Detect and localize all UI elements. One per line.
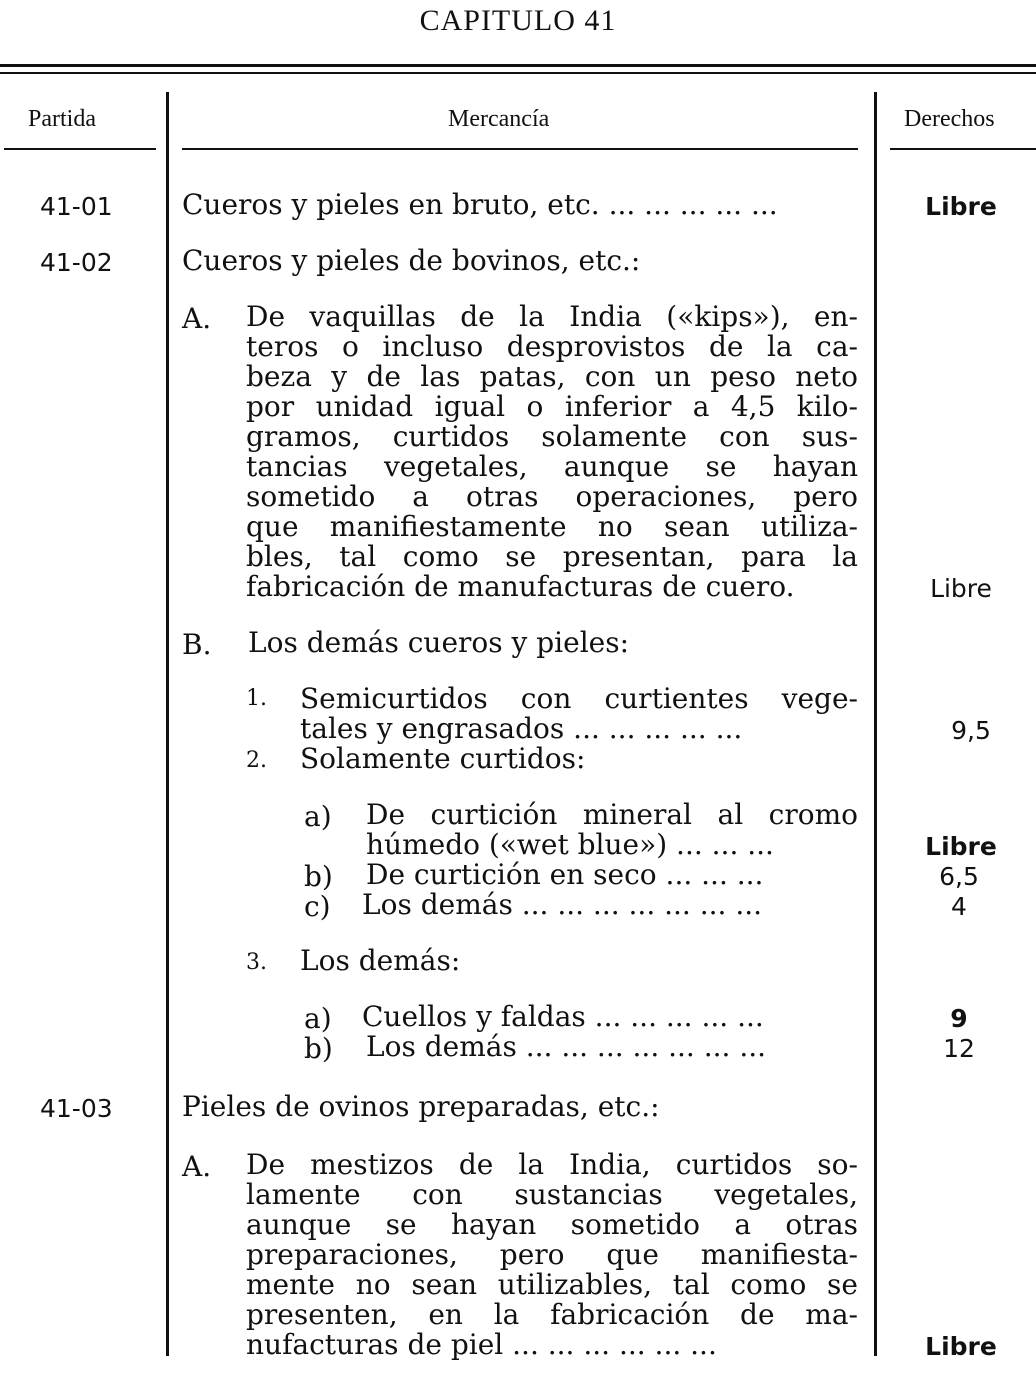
item-41-02-a-line: tancias vegetales, aunque se hayan: [246, 450, 858, 483]
item-41-02-b2b-label: b): [304, 860, 333, 893]
item-41-02-a-line: gramos, curtidos solamente con sus-: [246, 420, 858, 453]
top-rule-lower: [0, 72, 1036, 74]
item-41-01-text: Cueros y pieles en bruto, etc. ... ... ... ... ...: [182, 188, 778, 221]
item-41-02-a-line: fabricación de manufacturas de cuero.: [246, 570, 795, 603]
item-41-02-b3-label: 3.: [246, 950, 267, 975]
item-41-02-b1-line1: Semicurtidos con curtientes vege-: [300, 682, 858, 715]
item-41-03-text: Pieles de ovinos preparadas, etc.:: [182, 1090, 660, 1123]
partida-41-02: 41-02: [40, 248, 113, 277]
item-41-02-b2c-label: c): [304, 890, 331, 923]
item-41-02-b2a-label: a): [304, 800, 332, 833]
item-41-03-a-line: preparaciones, pero que manifiesta-: [246, 1238, 858, 1271]
item-41-02-a-line: por unidad igual o inferior a 4,5 kilo-: [246, 390, 858, 423]
item-41-02-b3a-label: a): [304, 1002, 332, 1035]
item-41-02-b3-text: Los demás:: [300, 944, 461, 977]
item-41-02-b3b-text: Los demás ... ... ... ... ... ... ...: [366, 1030, 767, 1063]
item-41-02-a-line: teros o incluso desprovistos de la ca-: [246, 330, 858, 363]
item-41-03-a-line: De mestizos de la India, curtidos so-: [246, 1148, 858, 1181]
item-41-02-a-line: bles, tal como se presentan, para la: [246, 540, 858, 573]
item-41-02-b1-line2: tales y engrasados ... ... ... ... ...: [300, 712, 743, 745]
item-41-02-a-line: beza y de las patas, con un peso neto: [246, 360, 858, 393]
item-41-02-b2c-text: Los demás ... ... ... ... ... ... ...: [362, 888, 763, 921]
partida-41-03: 41-03: [40, 1094, 113, 1123]
item-41-03-a-line: aunque se hayan sometido a otras: [246, 1208, 858, 1241]
item-41-03-a-line: presenten, en la fabricación de ma-: [246, 1298, 858, 1331]
derechos-41-02-b3a: 9: [950, 1004, 968, 1033]
column-divider-left: [166, 92, 169, 1356]
item-41-02-b-text: Los demás cueros y pieles:: [248, 626, 630, 659]
header-mercancia: Mercancía: [448, 106, 550, 132]
item-41-02-b2a-line1: De curtición mineral al cromo: [366, 798, 858, 831]
partida-41-01: 41-01: [40, 192, 113, 221]
item-41-03-a-line: lamente con sustancias vegetales,: [246, 1178, 858, 1211]
derechos-41-02-b1: 9,5: [951, 716, 991, 745]
derechos-41-02-a: Libre: [930, 574, 992, 603]
derechos-41-03-a: Libre: [925, 1332, 997, 1361]
item-41-02-a-line: sometido a otras operaciones, pero: [246, 480, 858, 513]
item-41-03-a-line: nufacturas de piel ... ... ... ... ... ...: [246, 1328, 717, 1361]
header-underline-derechos: [890, 148, 1036, 150]
item-41-02-a-line: De vaquillas de la India («kips»), en-: [246, 300, 858, 333]
header-underline-mercancia: [182, 148, 858, 150]
item-41-02-text: Cueros y pieles de bovinos, etc.:: [182, 244, 641, 277]
item-41-02-b1-label: 1.: [246, 686, 267, 711]
header-underline-partida: [4, 148, 156, 150]
derechos-41-02-b3b: 12: [943, 1034, 975, 1063]
derechos-41-02-b2c: 4: [951, 892, 967, 921]
item-41-03-a-line: mente no sean utilizables, tal como se: [246, 1268, 858, 1301]
item-41-02-a-line: que manifiestamente no sean utiliza-: [246, 510, 858, 543]
derechos-41-02-b2a: Libre: [925, 832, 997, 861]
item-41-02-b3a-text: Cuellos y faldas ... ... ... ... ...: [362, 1000, 764, 1033]
item-41-02-b2a-line2: húmedo («wet blue») ... ... ...: [366, 828, 774, 861]
item-41-02-b2b-text: De curtición en seco ... ... ...: [366, 858, 764, 891]
top-rule-upper: [0, 64, 1036, 67]
item-41-02-b2-text: Solamente curtidos:: [300, 742, 586, 775]
item-41-02-b3b-label: b): [304, 1032, 333, 1065]
item-41-02-b-label: B.: [182, 628, 212, 661]
header-derechos: Derechos: [904, 106, 995, 132]
header-partida: Partida: [28, 106, 96, 132]
item-41-02-a-label: A.: [182, 302, 212, 335]
column-divider-right: [874, 92, 877, 1356]
item-41-02-b2-label: 2.: [246, 748, 267, 773]
page-title: CAPITULO 41: [419, 4, 617, 37]
derechos-41-02-b2b: 6,5: [939, 862, 979, 891]
item-41-03-a-label: A.: [182, 1150, 212, 1183]
derechos-41-01: Libre: [925, 192, 997, 221]
